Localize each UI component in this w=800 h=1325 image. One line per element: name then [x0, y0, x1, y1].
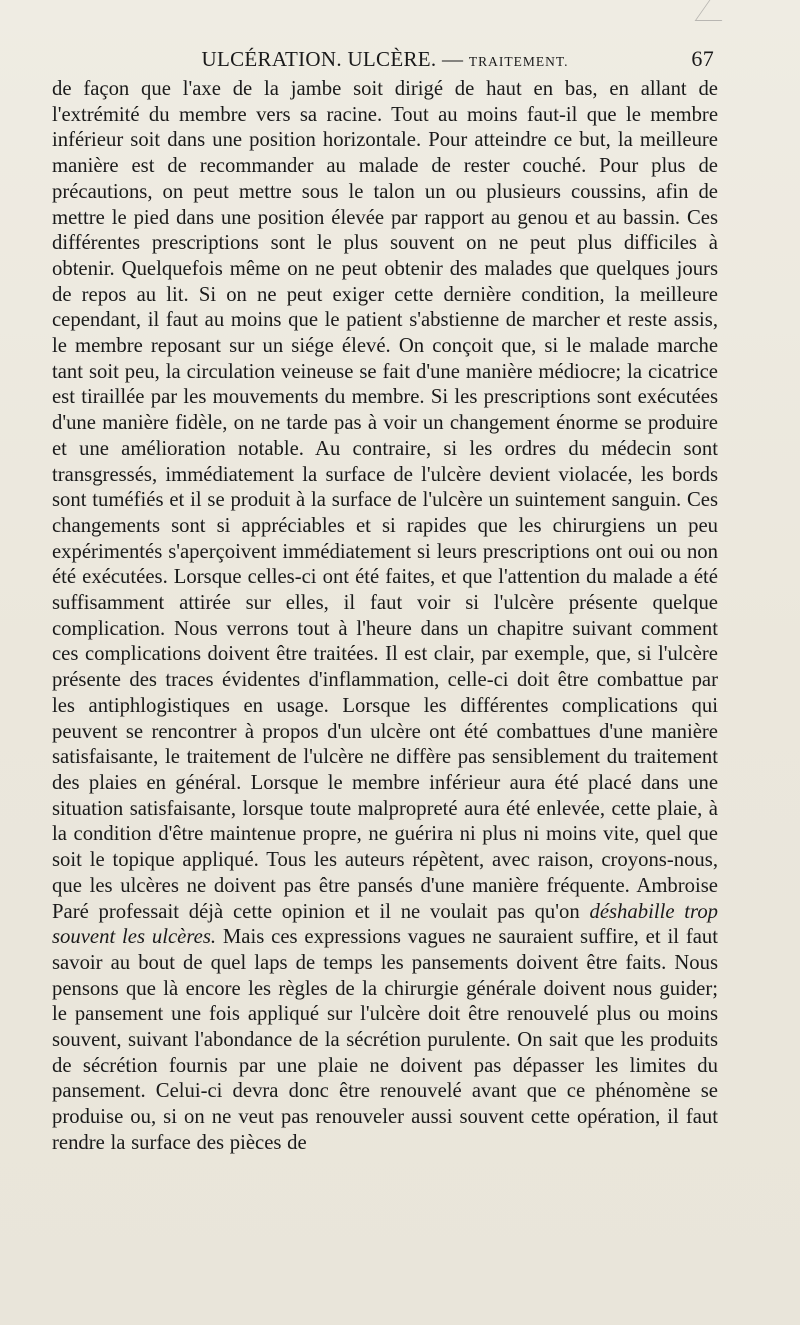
- running-title-section: TRAITEMENT.: [468, 54, 569, 69]
- pencil-mark: [695, 0, 737, 21]
- page-header: [52, 44, 718, 74]
- paragraph: [52, 77, 718, 1157]
- running-title-main: ULCÉRATION. ULCÈRE. —: [201, 47, 464, 71]
- page-number: 67: [691, 46, 714, 71]
- text-part-1: de façon que l'axe de la jambe soit dirigé de haut en bas, en allant de l'extrémité du membre vers sa racine. Tout au moins faut-il que le membre inférieur soit dans une position horizontale. Pour atteindre ce but, la meilleure manière est de recommander au malade de rester couché. Pour plus de précautions, on peut mettre sous le talon un ou plusieurs coussins, afin de mettre le pied dans une position élevée par rapport au genou et au bassin. Ces différentes prescriptions sont le plus souvent on ne peut plus difficiles à obtenir. Quelquefois même on ne peut obtenir des malades que quelques jours de repos au lit. Si on ne peut exiger cette dernière condition, la meilleure cependant, il faut au moins que le patient s'abstienne de marcher et reste assis, le membre reposant sur un siége élevé. On conçoit que, si le malade marche tant soit peu, la circulation veineuse se fait d'une manière médiocre; la cicatrice est tiraillée par les mouvements du membre. Si les prescriptions sont exécutées d'une manière fidèle, on ne tarde pas à voir un changement énorme se produire et une amélioration notable. Au contraire, si les ordres du médecin sont transgressés, immédiatement la surface de l'ulcère devient violacée, les bords sont tuméfiés et il se produit à la surface de l'ulcère un suintement sanguin. Ces changements sont si appréciables et si rapides que les chirurgiens un peu expérimentés s'aperçoivent immédiatement si leurs prescriptions ont oui ou non été exécutées. Lorsque celles-ci ont été faites, et que l'attention du malade a été suffisamment attirée sur elles, il faut voir si l'ulcère présente quelque complication. Nous verrons tout à l'heure dans un chapitre suivant comment ces complications doivent être traitées. Il est clair, par exemple, que, si l'ulcère présente des traces évidentes d'inflammation, celle-ci doit être combattue par les antiphlogistiques en usage. Lorsque les différentes complications qui peuvent se rencontrer à propos d'un ulcère ont été combattues d'une manière satisfaisante, le traitement de l'ulcère ne diffère pas sensiblement du traitement des plaies en général. Lorsque le membre inférieur aura été placé dans une situation satisfaisante, lorsque toute malpropreté aura été enlevée, cette plaie, à la condition d'être maintenue propre, ne guérira ni plus ni moins vite, quel que soit le topique appliqué. Tous les auteurs répètent, avec raison, croyons-nous, que les ulcères ne doivent pas être pansés d'une manière fréquente. Ambroise Paré professait déjà cette opinion et il ne voulait pas qu'on: [52, 78, 718, 923]
- body-text: [52, 77, 718, 1157]
- running-title: [52, 44, 718, 77]
- text-part-2: Mais ces expressions vagues ne sauraient suffire, et il faut savoir au bout de quel laps de temps les pansements doivent être faits. Nous pensons que là encore les règles de la chirurgie générale doivent nous guider; le pansement une fois appliqué sur l'ulcère doit être renouvelé plus ou moins souvent, suivant l'abondance de la sécrétion purulente. On sait que les produits de sécrétion fournis par une plaie ne doivent pas dépasser les limites du pansement. Celui-ci devra donc être renouvelé avant que ce phénomène se produise ou, si on ne veut pas renouveler aussi souvent cette opération, il faut rendre la surface des pièces de: [52, 926, 718, 1154]
- italic-quote: déshabille trop souvent les ulcères.: [52, 900, 719, 949]
